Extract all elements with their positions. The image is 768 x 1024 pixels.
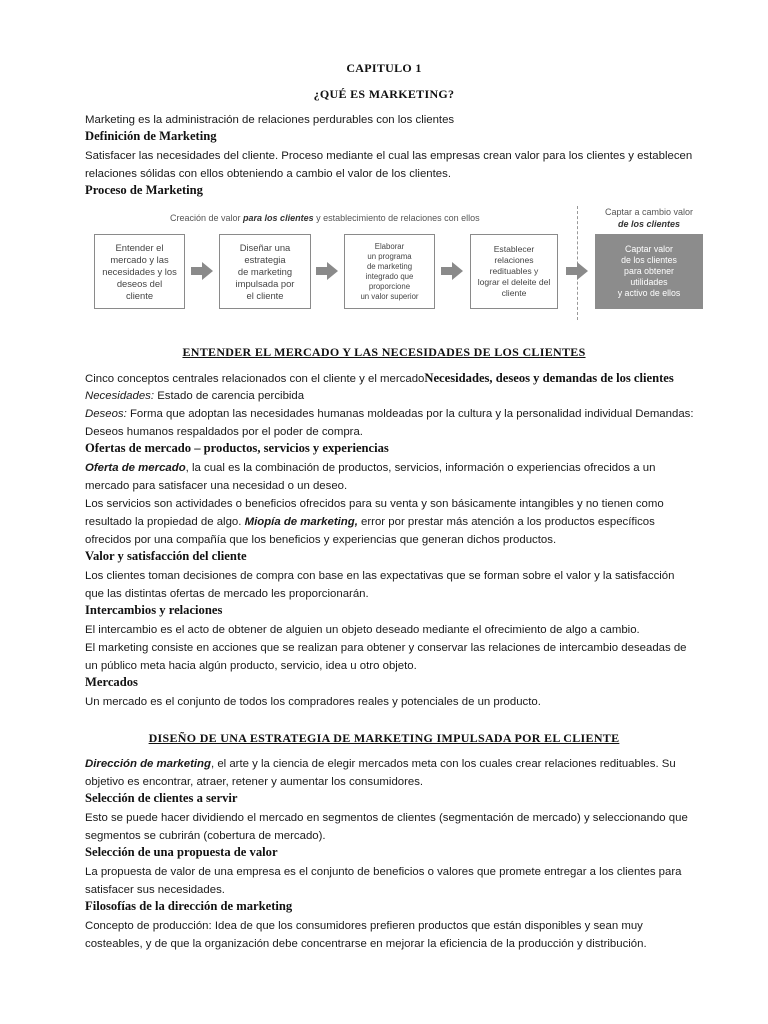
arrow-right-icon [566, 262, 588, 280]
definition-line-2: relaciones sólidas con ellos obteniendo a cambio el valor de los clientes. [85, 168, 451, 180]
direction-line-1: Dirección de marketing, el arte y la ciencia de elegir mercados meta con los cuales crear relaciones redituables. Su [85, 758, 676, 770]
value-line-1: Los clientes toman decisiones de compra con base en las expectativas que se forman sobre el valor y la satisfacción [85, 570, 675, 582]
chapter-label: CAPITULO 1 [346, 61, 422, 75]
arrow-right-icon [316, 262, 338, 280]
intro-paragraph: Marketing es la administración de relaciones perdurables con los clientes [85, 114, 455, 126]
diagram-caption: Creación de valor para los clientes y establecimiento de relaciones con ellos [170, 213, 480, 223]
wants-line: Deseos: Forma que adoptan las necesidades humanas moldeadas por la cultura y la personalidad individual Demandas: [85, 408, 694, 420]
demands-line: Deseos humanos respaldados por el poder de compra. [85, 426, 363, 438]
exchange-line-2: El marketing consiste en acciones que se realizan para obtener y conservar las relaciones de intercambio deseadas de [85, 642, 687, 654]
select-heading: Selección de clientes a servir [85, 791, 238, 805]
services-line-1: Los servicios son actividades o beneficios ofrecidos para su venta y son básicamente intangibles y no tienen como [85, 498, 664, 510]
value-heading: Valor y satisfacción del cliente [85, 549, 247, 563]
concepts-intro: Cinco conceptos centrales relacionados con el cliente y el mercadoNecesidades, deseos y demandas de los clientes [85, 371, 674, 385]
markets-line: Un mercado es el conjunto de todos los compradores reales y potenciales de un producto. [85, 696, 541, 708]
markets-heading: Mercados [85, 675, 138, 689]
process-step-4: Establecer relaciones redituables y lograr el deleite del cliente [470, 234, 558, 309]
proposal-line-2: satisfacer sus necesidades. [85, 884, 225, 896]
definition-heading: Definición de Marketing [85, 129, 217, 143]
process-step-5: Captar valor de los clientes para obtener utilidades y activo de ellos [595, 234, 703, 309]
offer-line-2: mercado para satisfacer una necesidad o un deseo. [85, 480, 348, 492]
offer-line-1: Oferta de mercado, la cual es la combinación de productos, servicios, información o experiencias ofrecidos a un [85, 462, 656, 474]
production-line-1: Concepto de producción: Idea de que los consumidores prefieren productos que están disponibles y sean muy [85, 920, 643, 932]
section-title-1: ENTENDER EL MERCADO Y LAS NECESIDADES DE LOS CLIENTES [182, 345, 586, 359]
offers-heading: Ofertas de mercado – productos, servicios y experiencias [85, 441, 389, 455]
proposal-heading: Selección de una propuesta de valor [85, 845, 278, 859]
direction-line-2: objetivo es encontrar, atraer, retener y aumentar los consumidores. [85, 776, 424, 788]
proposal-line-1: La propuesta de valor de una empresa es el conjunto de beneficios o valores que promete entregar a los clientes para [85, 866, 682, 878]
value-line-2: que las distintas ofertas de mercado les proporcionarán. [85, 588, 369, 600]
select-line-1: Esto se puede hacer dividiendo el mercado en segmentos de clientes (segmentación de mercado) y seleccionando que [85, 812, 688, 824]
process-step-1: Entender el mercado y las necesidades y los deseos del cliente [94, 234, 185, 309]
arrow-right-icon [191, 262, 213, 280]
philosophies-heading: Filosofías de la dirección de marketing [85, 899, 293, 913]
needs-line: Necesidades: Estado de carencia percibida [85, 390, 305, 402]
exchange-line-3: un público meta hacia algún producto, servicio, idea u otro objeto. [85, 660, 417, 672]
exchange-heading: Intercambios y relaciones [85, 603, 223, 617]
page-title: ¿QUÉ ES MARKETING? [313, 87, 455, 101]
section-title-2: DISEÑO DE UNA ESTRATEGIA DE MARKETING IMPULSADA POR EL CLIENTE [148, 731, 620, 745]
definition-line-1: Satisfacer las necesidades del cliente. Proceso mediante el cual las empresas crean valor para los clientes y establecen [85, 150, 693, 162]
production-line-2: costeables, y de que la organización debe concentrarse en mejorar la eficiencia de la producción y distribución. [85, 938, 647, 950]
exchange-line-1: El intercambio es el acto de obtener de alguien un objeto deseado mediante el ofrecimiento de algo a cambio. [85, 624, 640, 636]
diagram-right-caption: Captar a cambio valor de los clientes [604, 207, 694, 229]
process-heading: Proceso de Marketing [85, 183, 203, 197]
arrow-right-icon [441, 262, 463, 280]
services-line-2: resultado la propiedad de algo. Miopía de marketing, error por prestar más atención a los productos específicos [85, 516, 655, 528]
select-line-2: segmentos se cubrirán (cobertura de mercado). [85, 830, 326, 842]
process-step-2: Diseñar una estrategia de marketing impulsada por el cliente [219, 234, 311, 309]
services-line-3: ofrecidos por una compañía que los beneficios y experiencias que generan dichos productos. [85, 534, 557, 546]
process-step-3: Elaborar un programa de marketing integrado que proporcione un valor superior [344, 234, 435, 309]
